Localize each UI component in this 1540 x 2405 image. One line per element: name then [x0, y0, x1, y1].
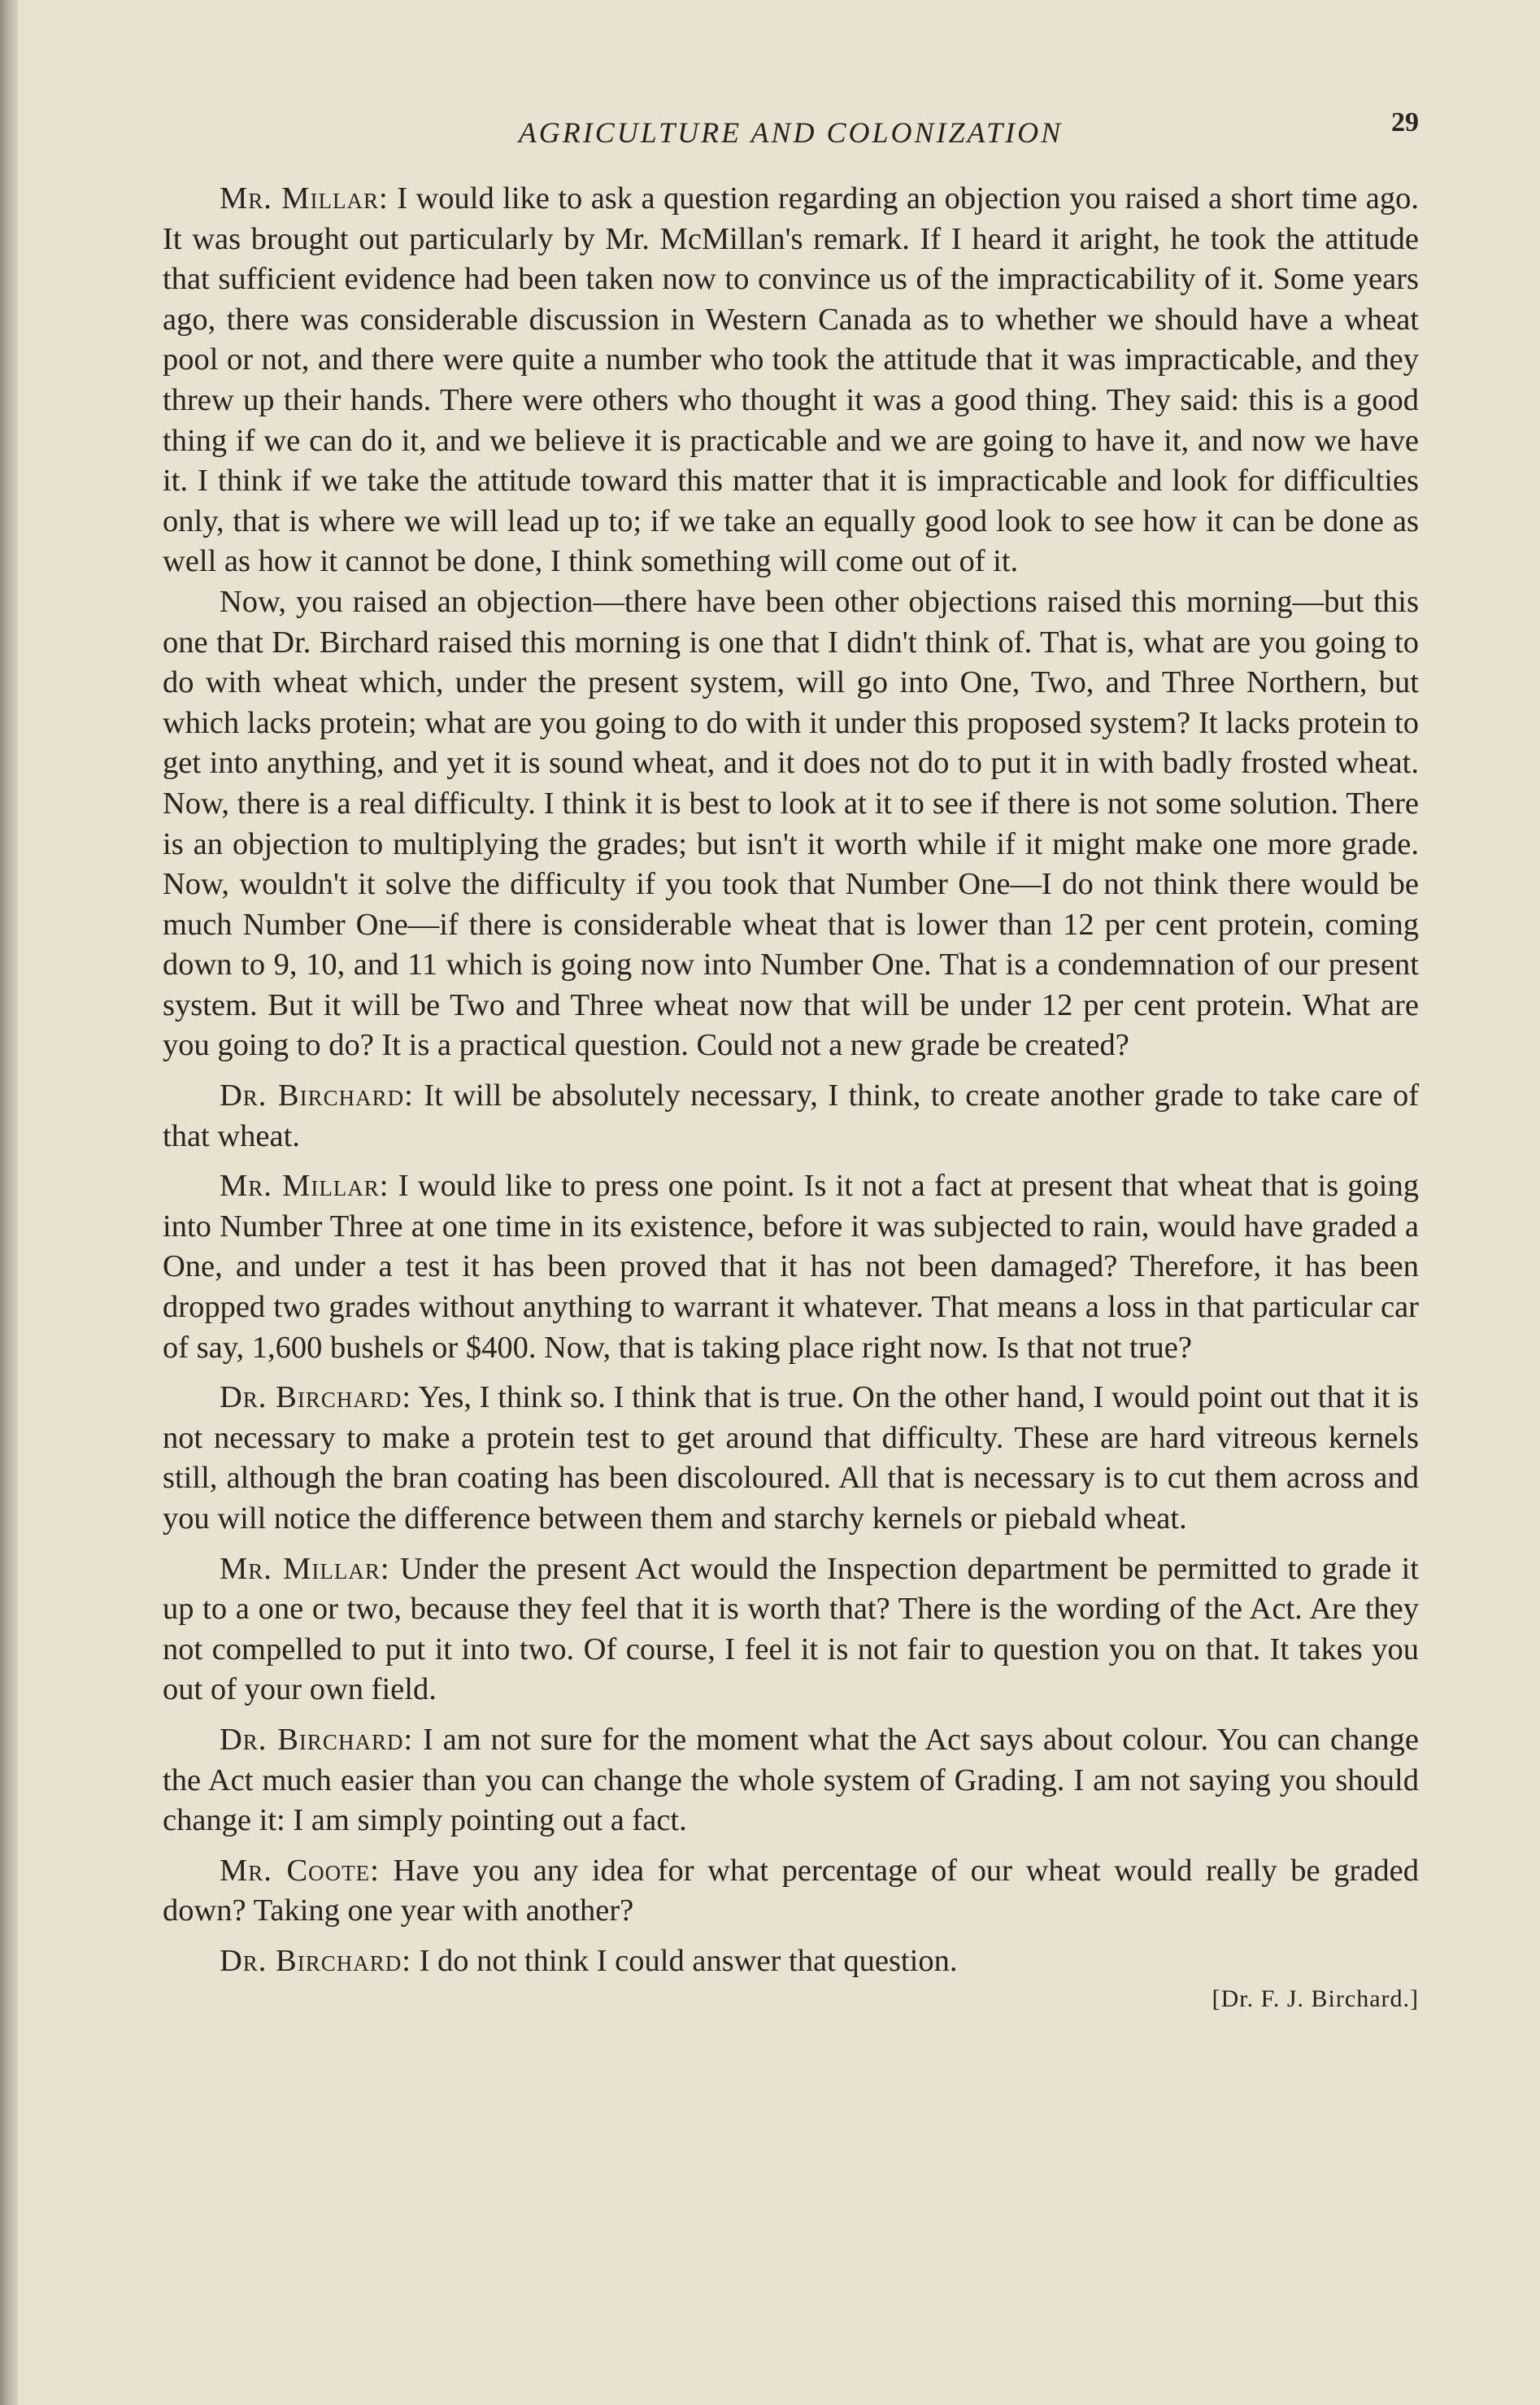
running-title: AGRICULTURE AND COLONIZATION [518, 116, 1064, 149]
paragraph [163, 1549, 1419, 1710]
paragraph [163, 179, 1419, 582]
speaker-name: Dr. Birchard: [220, 1722, 414, 1757]
speaker-attribution: [Dr. F. J. Birchard.] [1212, 1985, 1419, 2012]
paragraph [163, 1378, 1419, 1539]
paragraph [163, 1720, 1419, 1841]
paragraph [163, 1941, 1419, 1982]
book-spine-shadow [0, 0, 18, 2405]
speaker-name: Dr. Birchard: [220, 1380, 412, 1415]
speaker-name: Dr. Birchard: [220, 1078, 414, 1113]
document-page [163, 98, 1419, 2013]
paragraph-text: I do not think I could answer that question. [419, 1943, 958, 1978]
speaker-name: Mr. Millar: [220, 1551, 390, 1586]
paragraph-text: Have you any idea for what percentage of our wheat would really be graded down? Taking one year with another? [163, 1853, 1420, 1928]
speaker-name: Dr. Birchard: [220, 1943, 411, 1978]
page-number: 29 [1391, 107, 1419, 137]
paragraph [163, 582, 1419, 1066]
speaker-name: Mr. Coote: [220, 1853, 380, 1888]
paragraph [163, 1076, 1419, 1157]
paragraph-text: I am not sure for the moment what the Act says about colour. You can change the Act much easier than you can change the whole system of Grading. I am not saying you should change it: I am simply pointing out a fact. [163, 1722, 1420, 1838]
paragraph-text: I would like to ask a question regarding an objection you raised a short time ago. It was brought out particularly by Mr. McMillan's remark. If I heard it aright, he took the attitude that sufficient evidence had been taken now to convince us of the impracticability of it. Some years ago, there was considerable discussion in Western Canada as to whether we should have a wheat pool or not, and there were quite a number who took the attitude that it was impracticable, and they threw up their hands. There were others who thought it was a good thing. They said: this is a good thing if we can do it, and we believe it is practicable and we are going to have it, and now we have it. I think if we take the attitude toward this matter that it is impracticable and look for difficulties only, that is where we will lead up to; if we take an equally good look to see how it can be done as well as how it cannot be done, I think something will come out of it. [163, 181, 1420, 579]
paragraph-text: Now, you raised an objection—there have been other objections raised this morning—but this one that Dr. Birchard raised this morning is one that I didn't think of. That is, what are you going to do with wheat which, under the present system, will go into One, Two, and Three Northern, but which lacks protein; what are you going to do with it under this proposed system? It lacks protein to get into anything, and yet it is sound wheat, and it does not do to put it in with badly frosted wheat. Now, there is a real difficulty. I think it is best to look at it to see if there is not some solution. There is an objection to multiplying the grades; but isn't it worth while if it might make one more grade. Now, wouldn't it solve the difficulty if you took that Number One—I do not think there would be much Number One—if there is considerable wheat that is lower than 12 per cent protein, coming down to 9, 10, and 11 which is going now into Number One. That is a condemnation of our present system. But it will be Two and Three wheat now that will be under 12 per cent protein. What are you going to do? It is a practical question. Could not a new grade be created? [163, 584, 1419, 1063]
page-header [163, 98, 1419, 171]
paragraph-text: I would like to press one point. Is it not a fact at present that wheat that is going into Number Three at one time in its existence, before it was subjected to rain, would have graded a One, and under a test it has been proved that it has not been damaged? Therefore, it has been dropped two grades without anything to warrant it whatever. That means a loss in that particular car of say, 1,600 bushels or $400. Now, that is taking place right now. Is that not true? [163, 1169, 1419, 1365]
paragraph [163, 1166, 1419, 1368]
paragraph [163, 1851, 1419, 1932]
speaker-name: Mr. Millar: [220, 181, 389, 216]
transcript-body [163, 179, 1419, 1982]
paragraph-text: Under the present Act would the Inspection department be permitted to grade it up to a one or two, because they feel that it is worth that? There is the wording of the Act. Are they not compelled to put it into two. Of course, I feel it is not fair to question you on that. It takes you out of your own field. [163, 1551, 1420, 1707]
paragraph-text: It will be absolutely necessary, I think, to create another grade to take care of that wheat. [163, 1078, 1420, 1153]
speaker-name: Mr. Millar: [220, 1169, 389, 1204]
paragraph-text: Yes, I think so. I think that is true. On the other hand, I would point out that it is not necessary to make a protein test to get around that difficulty. These are hard vitreous kernels still, although the bran coating has been discoloured. All that is necessary is to cut them across and you will notice the difference between them and starchy kernels or piebald wheat. [163, 1380, 1419, 1536]
